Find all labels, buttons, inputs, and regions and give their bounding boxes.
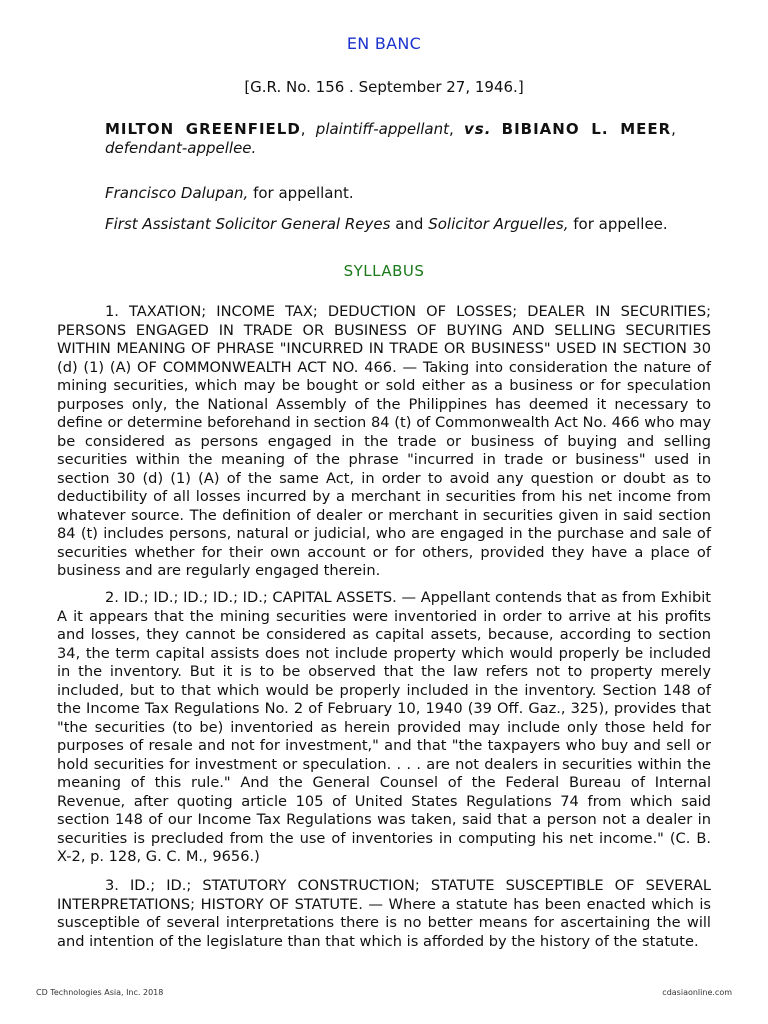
versus-text: vs. [464,120,492,138]
plaintiff-role: plaintiff-appellant [315,120,450,138]
case-parties [105,120,676,158]
defendant-name: BIBIANO L. MEER [501,120,672,138]
comma: , [671,120,676,138]
plaintiff-name: MILTON GREENFIELD [105,120,301,138]
appellee-counsel-suffix: for appellee. [568,215,668,233]
appellant-counsel-suffix: for appellant. [248,184,354,202]
appellee-counsel-name-1: First Assistant Solicitor General Reyes [105,215,391,233]
footer-website: cdasiaonline.com [662,988,732,997]
syllabus-paragraph-3: 3. ID.; ID.; STATUTORY CONSTRUCTION; STATUTE SUSCEPTIBLE OF SEVERAL INTERPRETATIONS; HISTORY OF STATUTE. — Where a statute has been enacted which is susceptible of several interpretations there is no better means for ascertaining the will and intention of the legislature than that which is afforded by the history of the statute. [57,877,711,950]
appellee-counsel-name-2: Solicitor Arguelles, [428,215,569,233]
defendant-role: defendant-appellee. [105,139,257,157]
appellee-counsel-line [105,215,725,233]
footer-publisher: CD Technologies Asia, Inc. 2018 [36,988,164,997]
parties-line-1 [105,120,676,139]
syllabus-paragraph-1: 1. TAXATION; INCOME TAX; DEDUCTION OF LOSSES; DEALER IN SECURITIES; PERSONS ENGAGED IN TRADE OR BUSINESS OF BUYING AND SELLING SECURITIES WITHIN MEANING OF PHRASE "INCURRED IN TRADE OR BUSINESS" USED IN SECTION 30 (d) (1) (A) OF COMMONWEALTH ACT NO. 466. — Taking into consideration the nature of mining securities, which may be bought or sold either as a business or for speculation purposes only, the National Assembly of the Philippines has deemed it necessary to define or determine beforehand in section 84 (t) of Commonwealth Act No. 466 who may be considered as persons engaged in the trade or business of buying and selling securities within the meaning of the phrase "incurred in trade or business" used in section 30 (d) (1) (A) of the same Act, in order to avoid any question or doubt as to deductibility of all losses incurred by a merchant in securities from his net income from whatever source. The definition of dealer or merchant in securities given in said section 84 (t) includes persons, natural or judicial, who are engaged in the purchase and sale of securities whether for their own account or for others, provided they have a place of business and are regularly engaged therein. [57,303,711,579]
appellant-counsel-line [105,184,725,202]
comma: , [300,120,306,138]
syllabus-heading: SYLLABUS [343,262,425,280]
appellee-and: and [390,215,429,233]
appellant-counsel-name: Francisco Dalupan, [105,184,249,202]
case-number: [G.R. No. 156 . September 27, 1946.] [244,78,524,96]
division-heading: EN BANC [346,34,422,53]
syllabus-paragraph-2: 2. ID.; ID.; ID.; ID.; ID.; CAPITAL ASSETS. — Appellant contends that as from Exhibit A it appears that the mining securities were inventoried in order to arrive at his profits and losses, they cannot be considered as capital assets, because, according to section 34, the term capital assists does not include property which would properly be included in the inventory. But it is to be observed that the law refers not to property merely included, but to that which would be properly included in the inventory. Section 148 of the Income Tax Regulations No. 2 of February 10, 1940 (39 Off. Gaz., 325), provides that "the securities (to be) inventoried as herein provided may include only those held for purposes of resale and not for investment," and that "the taxpayers who buy and sell or hold securities for investment or speculation. . . . are not dealers in securities within the meaning of this rule." And the General Counsel of the Federal Bureau of Internal Revenue, after quoting article 105 of United States Regulations 74 from which said section 148 of our Income Tax Regulations was taken, said that a person not a dealer in securities is precluded from the use of inventories in computing his net income." (C. B. X-2, p. 128, G. C. M., 9656.) [57,589,711,865]
parties-line-2 [105,139,676,158]
comma: , [449,120,454,138]
